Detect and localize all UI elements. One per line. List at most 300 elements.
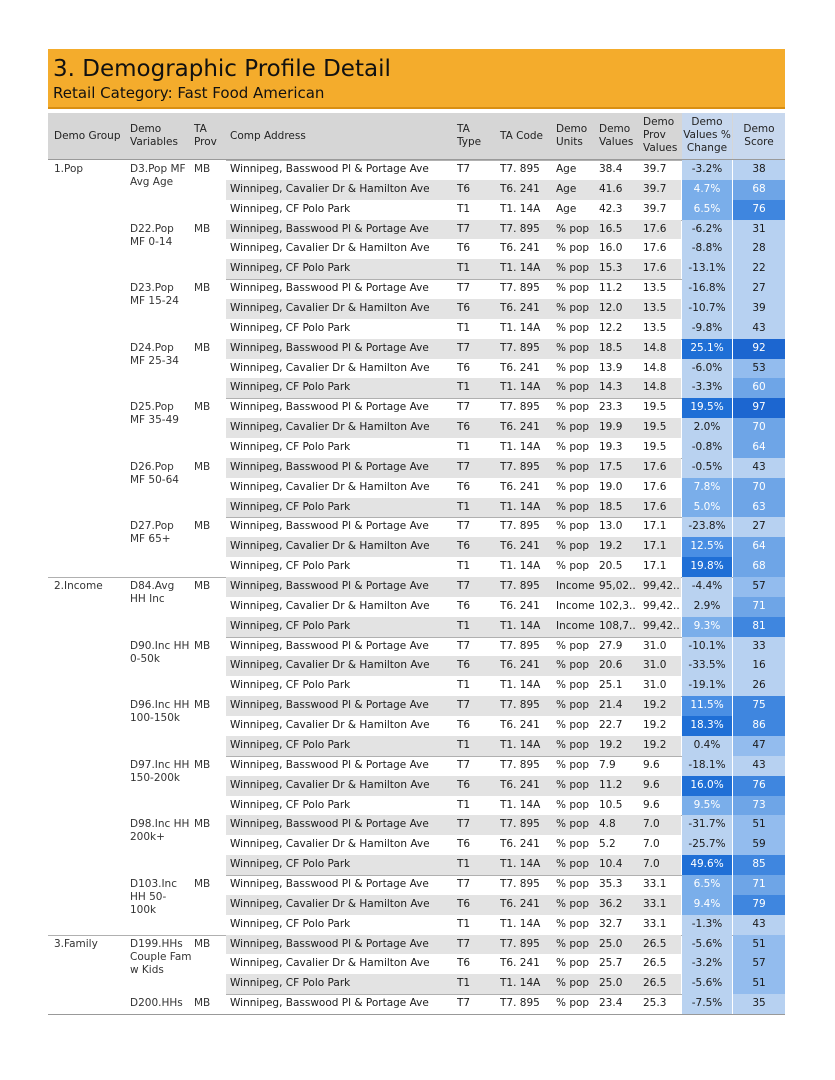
table-row <box>48 994 785 1014</box>
demo-variable-label: D98.Inc HH 200k+ <box>130 818 190 844</box>
cell-pval: 25.3 <box>643 997 667 1010</box>
ta-prov-label: MB <box>194 163 211 175</box>
cell-demo-score: 79 <box>733 895 785 915</box>
table-row <box>48 200 785 220</box>
cell-type: T7 <box>457 341 471 354</box>
cell-pval: 17.6 <box>643 222 667 235</box>
ta-prov-label: MB <box>194 460 211 473</box>
cell-addr: Winnipeg, Basswood Pl & Portage Ave <box>230 758 429 771</box>
cell-pct-change: -0.8% <box>682 438 732 458</box>
cell-pval: 14.8 <box>643 341 667 354</box>
table-row <box>48 458 785 486</box>
cell-pval: 17.1 <box>643 560 667 573</box>
cell-val: 19.2 <box>599 738 623 751</box>
table-row <box>48 279 785 308</box>
cell-demo-score: 51 <box>733 974 785 994</box>
cell-demo-score: 81 <box>733 617 785 637</box>
cell-code: T1. 14A <box>500 202 541 215</box>
cell-val: 11.2 <box>599 778 623 791</box>
cell-type: T6 <box>457 302 471 315</box>
table-row <box>48 815 785 844</box>
cell-addr: Winnipeg, Basswood Pl & Portage Ave <box>230 937 429 950</box>
cell-val: 36.2 <box>599 897 623 910</box>
demo-variable-label: D22.Pop MF 0-14 <box>130 222 174 248</box>
cell-type: T1 <box>457 381 471 394</box>
cell-addr: Winnipeg, Basswood Pl & Portage Ave <box>230 222 429 235</box>
cell-addr: Winnipeg, CF Polo Park <box>230 977 351 990</box>
table-row <box>48 756 785 784</box>
cell-pval: 19.2 <box>643 699 667 712</box>
cell-pct-change: 49.6% <box>682 855 732 875</box>
cell-val: 14.3 <box>599 381 623 394</box>
cell-type: T6 <box>457 778 471 791</box>
cell-addr: Winnipeg, CF Polo Park <box>230 560 351 573</box>
cell-type: T7 <box>457 163 471 175</box>
cell-pct-change: -6.2% <box>682 220 732 240</box>
cell-pval: 17.6 <box>643 242 667 255</box>
table-row <box>48 637 785 665</box>
cell-val: 19.0 <box>599 480 623 493</box>
cell-demo-score: 75 <box>733 696 785 716</box>
cell-units: % pop <box>556 679 590 692</box>
cell-demo-score: 70 <box>733 478 785 498</box>
cell-code: T1. 14A <box>500 441 541 454</box>
cell-demo-score: 59 <box>733 835 785 855</box>
cell-addr: Winnipeg, CF Polo Park <box>230 441 351 454</box>
table-row <box>48 974 785 994</box>
cell-pct-change: -16.8% <box>682 279 732 299</box>
header-demo-score: Demo Score <box>733 113 785 159</box>
cell-type: T1 <box>457 560 471 573</box>
cell-pct-change: -0.5% <box>682 458 732 478</box>
cell-demo-score: 97 <box>733 398 785 418</box>
cell-pct-change: -3.2% <box>682 954 732 974</box>
cell-code: T6. 241 <box>500 778 540 791</box>
cell-units: % pop <box>556 480 590 493</box>
cell-type: T1 <box>457 262 471 275</box>
cell-units: % pop <box>556 282 590 295</box>
cell-units: % pop <box>556 441 590 454</box>
cell-pval: 19.5 <box>643 421 667 434</box>
table-row <box>48 557 785 577</box>
cell-units: % pop <box>556 381 590 394</box>
cell-pct-change: -6.0% <box>682 359 732 379</box>
cell-demo-score: 53 <box>733 359 785 379</box>
cell-demo-score: 70 <box>733 418 785 438</box>
demo-variable-label: D23.Pop MF 15-24 <box>130 282 179 308</box>
cell-addr: Winnipeg, CF Polo Park <box>230 738 351 751</box>
cell-addr: Winnipeg, Basswood Pl & Portage Ave <box>230 401 429 414</box>
header-demo-variables: Demo Variables <box>130 123 178 148</box>
table-row <box>48 676 785 696</box>
cell-addr: Winnipeg, Cavalier Dr & Hamilton Ave <box>230 599 430 612</box>
cell-pct-change: -10.1% <box>682 637 732 657</box>
ta-prov-label: MB <box>194 580 211 593</box>
cell-pct-change: 5.0% <box>682 498 732 518</box>
ta-prov-label: MB <box>194 877 211 890</box>
cell-pct-change: 25.1% <box>682 339 732 359</box>
cell-code: T7. 895 <box>500 877 540 890</box>
cell-pval: 17.6 <box>643 262 667 275</box>
cell-pval: 26.5 <box>643 937 667 950</box>
cell-units: % pop <box>556 997 590 1010</box>
cell-val: 7.9 <box>599 758 616 771</box>
cell-pct-change: 16.0% <box>682 776 732 796</box>
cell-units: % pop <box>556 917 590 930</box>
cell-val: 20.5 <box>599 560 623 573</box>
cell-pct-change: 2.9% <box>682 597 732 617</box>
cell-pval: 33.1 <box>643 917 667 930</box>
cell-code: T7. 895 <box>500 520 540 533</box>
cell-pval: 14.8 <box>643 361 667 374</box>
cell-type: T6 <box>457 182 471 195</box>
ta-prov-label: MB <box>194 520 211 533</box>
header-ta-prov: TA Prov <box>194 123 217 148</box>
cell-demo-score: 68 <box>733 557 785 577</box>
ta-prov-label: MB <box>194 699 211 712</box>
demo-variable-label: D26.Pop MF 50-64 <box>130 460 179 486</box>
cell-code: T7. 895 <box>500 639 540 652</box>
table-row <box>48 259 785 279</box>
cell-pct-change: -3.2% <box>682 160 732 180</box>
cell-code: T1. 14A <box>500 381 541 394</box>
cell-addr: Winnipeg, Basswood Pl & Portage Ave <box>230 282 429 295</box>
cell-pct-change: -7.5% <box>682 994 732 1014</box>
page-title: 3. Demographic Profile Detail <box>53 56 391 82</box>
cell-demo-score: 57 <box>733 577 785 597</box>
cell-addr: Winnipeg, CF Polo Park <box>230 202 351 215</box>
ta-prov-label: MB <box>194 341 211 354</box>
cell-addr: Winnipeg, Cavalier Dr & Hamilton Ave <box>230 838 430 851</box>
cell-pval: 9.6 <box>643 798 660 811</box>
cell-pct-change: 2.0% <box>682 418 732 438</box>
cell-type: T7 <box>457 997 471 1010</box>
cell-pct-change: 18.3% <box>682 716 732 736</box>
cell-pct-change: 4.7% <box>682 180 732 200</box>
cell-demo-score: 27 <box>733 517 785 537</box>
cell-type: T7 <box>457 520 471 533</box>
cell-demo-score: 43 <box>733 319 785 339</box>
cell-pct-change: -19.1% <box>682 676 732 696</box>
cell-pval: 99,42.. <box>643 580 680 593</box>
cell-demo-score: 27 <box>733 279 785 299</box>
header-demo-units: Demo Units <box>556 123 588 148</box>
cell-code: T7. 895 <box>500 222 540 235</box>
table-row <box>48 220 785 248</box>
cell-pct-change: 19.5% <box>682 398 732 418</box>
ta-prov-label: MB <box>194 997 211 1010</box>
cell-pct-change: -3.3% <box>682 378 732 398</box>
cell-code: T7. 895 <box>500 937 540 950</box>
cell-units: % pop <box>556 838 590 851</box>
cell-type: T1 <box>457 977 471 990</box>
cell-addr: Winnipeg, CF Polo Park <box>230 858 351 871</box>
cell-addr: Winnipeg, Cavalier Dr & Hamilton Ave <box>230 480 430 493</box>
cell-code: T6. 241 <box>500 897 540 910</box>
cell-pval: 9.6 <box>643 758 660 771</box>
cell-addr: Winnipeg, CF Polo Park <box>230 381 351 394</box>
cell-pct-change: -9.8% <box>682 319 732 339</box>
cell-pval: 7.0 <box>643 838 660 851</box>
table-row <box>48 339 785 367</box>
ta-prov-label: MB <box>194 222 211 235</box>
demo-variable-label: D200.HHs <box>130 997 183 1010</box>
table-row <box>48 160 785 188</box>
cell-type: T1 <box>457 917 471 930</box>
cell-val: 16.0 <box>599 242 623 255</box>
cell-pct-change: 6.5% <box>682 875 732 895</box>
cell-type: T1 <box>457 738 471 751</box>
cell-code: T6. 241 <box>500 421 540 434</box>
cell-code: T6. 241 <box>500 957 540 970</box>
table-row <box>48 796 785 816</box>
cell-pval: 99,42.. <box>643 599 680 612</box>
cell-pval: 14.8 <box>643 381 667 394</box>
page-subtitle: Retail Category: Fast Food American <box>53 84 325 102</box>
cell-type: T1 <box>457 679 471 692</box>
demo-variable-label: D96.Inc HH 100-150k <box>130 699 190 725</box>
header-ta-type: TA Type <box>457 123 482 148</box>
cell-code: T7. 895 <box>500 580 540 593</box>
cell-type: T7 <box>457 282 471 295</box>
cell-pval: 31.0 <box>643 679 667 692</box>
cell-units: % pop <box>556 302 590 315</box>
header-demo-group: Demo Group <box>54 130 121 142</box>
cell-demo-score: 47 <box>733 736 785 756</box>
cell-pval: 17.6 <box>643 480 667 493</box>
table-row <box>48 617 785 637</box>
cell-val: 102,3.. <box>599 599 636 612</box>
cell-val: 18.5 <box>599 341 623 354</box>
cell-val: 12.0 <box>599 302 623 315</box>
cell-addr: Winnipeg, Cavalier Dr & Hamilton Ave <box>230 182 430 195</box>
cell-units: Income <box>556 619 595 632</box>
cell-addr: Winnipeg, Cavalier Dr & Hamilton Ave <box>230 421 430 434</box>
cell-units: % pop <box>556 758 590 771</box>
cell-demo-score: 43 <box>733 915 785 935</box>
cell-pct-change: 19.8% <box>682 557 732 577</box>
cell-pval: 31.0 <box>643 659 667 672</box>
cell-type: T7 <box>457 877 471 890</box>
cell-val: 18.5 <box>599 500 623 513</box>
cell-val: 27.9 <box>599 639 623 652</box>
cell-units: Income <box>556 599 595 612</box>
cell-val: 13.0 <box>599 520 623 533</box>
cell-pct-change: 11.5% <box>682 696 732 716</box>
cell-code: T7. 895 <box>500 699 540 712</box>
cell-val: 11.2 <box>599 282 623 295</box>
cell-val: 23.3 <box>599 401 623 414</box>
cell-pct-change: 6.5% <box>682 200 732 220</box>
cell-val: 10.4 <box>599 858 623 871</box>
cell-pct-change: -31.7% <box>682 815 732 835</box>
cell-demo-score: 22 <box>733 259 785 279</box>
cell-addr: Winnipeg, Cavalier Dr & Hamilton Ave <box>230 897 430 910</box>
ta-prov-label: MB <box>194 818 211 831</box>
cell-code: T6. 241 <box>500 540 540 553</box>
cell-units: % pop <box>556 858 590 871</box>
demo-variable-label: D103.Inc HH 50-100k <box>130 877 177 916</box>
cell-units: Age <box>556 202 577 215</box>
cell-addr: Winnipeg, CF Polo Park <box>230 798 351 811</box>
cell-pval: 33.1 <box>643 877 667 890</box>
cell-units: % pop <box>556 500 590 513</box>
header-ta-code: TA Code <box>500 130 543 142</box>
cell-demo-score: 86 <box>733 716 785 736</box>
cell-pval: 31.0 <box>643 639 667 652</box>
cell-val: 4.8 <box>599 818 616 831</box>
cell-demo-score: 76 <box>733 200 785 220</box>
cell-pct-change: -1.3% <box>682 915 732 935</box>
cell-addr: Winnipeg, Basswood Pl & Portage Ave <box>230 639 429 652</box>
cell-addr: Winnipeg, Cavalier Dr & Hamilton Ave <box>230 778 430 791</box>
cell-val: 10.5 <box>599 798 623 811</box>
cell-code: T1. 14A <box>500 619 541 632</box>
header-comp-address: Comp Address <box>230 130 306 142</box>
cell-type: T7 <box>457 937 471 950</box>
header-demo-values-pct-change: Demo Values % Change <box>682 113 732 159</box>
ta-prov-label: MB <box>194 639 211 652</box>
cell-pval: 17.1 <box>643 540 667 553</box>
cell-demo-score: 33 <box>733 637 785 657</box>
cell-addr: Winnipeg, Basswood Pl & Portage Ave <box>230 341 429 354</box>
table-row <box>48 517 785 546</box>
cell-pval: 26.5 <box>643 957 667 970</box>
header-demo-prov-values: Demo Prov Values <box>643 116 678 154</box>
cell-units: % pop <box>556 460 590 473</box>
cell-type: T1 <box>457 321 471 334</box>
cell-val: 17.5 <box>599 460 623 473</box>
cell-pval: 19.2 <box>643 719 667 732</box>
cell-demo-score: 51 <box>733 815 785 835</box>
cell-val: 42.3 <box>599 202 623 215</box>
demo-variable-label: D90.Inc HH 0-50k <box>130 639 190 665</box>
cell-units: % pop <box>556 877 590 890</box>
cell-type: T6 <box>457 480 471 493</box>
cell-pct-change: -5.6% <box>682 935 732 955</box>
demo-variable-label: D24.Pop MF 25-34 <box>130 341 179 367</box>
cell-code: T6. 241 <box>500 182 540 195</box>
cell-units: % pop <box>556 341 590 354</box>
cell-demo-score: 35 <box>733 994 785 1014</box>
cell-demo-score: 73 <box>733 796 785 816</box>
cell-code: T1. 14A <box>500 798 541 811</box>
cell-pct-change: 12.5% <box>682 537 732 557</box>
cell-type: T6 <box>457 719 471 732</box>
cell-val: 25.0 <box>599 977 623 990</box>
cell-units: % pop <box>556 798 590 811</box>
cell-addr: Winnipeg, Basswood Pl & Portage Ave <box>230 520 429 533</box>
cell-pct-change: -18.1% <box>682 756 732 776</box>
cell-code: T6. 241 <box>500 719 540 732</box>
cell-units: % pop <box>556 222 590 235</box>
cell-val: 15.3 <box>599 262 623 275</box>
cell-pval: 17.6 <box>643 460 667 473</box>
cell-type: T1 <box>457 798 471 811</box>
cell-type: T6 <box>457 421 471 434</box>
cell-addr: Winnipeg, Basswood Pl & Portage Ave <box>230 163 429 175</box>
cell-val: 25.1 <box>599 679 623 692</box>
table-row <box>48 696 785 725</box>
cell-code: T7. 895 <box>500 758 540 771</box>
cell-pval: 9.6 <box>643 778 660 791</box>
cell-pval: 39.7 <box>643 202 667 215</box>
cell-val: 35.3 <box>599 877 623 890</box>
cell-type: T1 <box>457 441 471 454</box>
cell-addr: Winnipeg, Basswood Pl & Portage Ave <box>230 699 429 712</box>
cell-addr: Winnipeg, Cavalier Dr & Hamilton Ave <box>230 957 430 970</box>
cell-code: T7. 895 <box>500 401 540 414</box>
cell-units: % pop <box>556 361 590 374</box>
cell-type: T7 <box>457 818 471 831</box>
demo-variable-label: D199.HHs Couple Fam w Kids <box>130 937 192 976</box>
cell-units: % pop <box>556 321 590 334</box>
cell-demo-score: 39 <box>733 299 785 319</box>
cell-units: % pop <box>556 977 590 990</box>
cell-units: % pop <box>556 778 590 791</box>
cell-pct-change: -13.1% <box>682 259 732 279</box>
cell-pct-change: -25.7% <box>682 835 732 855</box>
cell-type: T6 <box>457 897 471 910</box>
cell-demo-score: 60 <box>733 378 785 398</box>
cell-type: T1 <box>457 619 471 632</box>
table-row <box>48 855 785 875</box>
cell-units: % pop <box>556 421 590 434</box>
cell-addr: Winnipeg, Basswood Pl & Portage Ave <box>230 580 429 593</box>
cell-pct-change: -8.8% <box>682 239 732 259</box>
cell-type: T1 <box>457 202 471 215</box>
cell-type: T7 <box>457 580 471 593</box>
cell-val: 19.9 <box>599 421 623 434</box>
cell-pval: 17.6 <box>643 500 667 513</box>
cell-type: T7 <box>457 758 471 771</box>
ta-prov-label: MB <box>194 937 211 950</box>
cell-demo-score: 92 <box>733 339 785 359</box>
table-header <box>48 113 785 160</box>
cell-val: 25.0 <box>599 937 623 950</box>
cell-pct-change: -23.8% <box>682 517 732 537</box>
cell-code: T6. 241 <box>500 242 540 255</box>
cell-demo-score: 31 <box>733 220 785 240</box>
cell-code: T6. 241 <box>500 659 540 672</box>
cell-val: 22.7 <box>599 719 623 732</box>
cell-pval: 33.1 <box>643 897 667 910</box>
cell-units: % pop <box>556 262 590 275</box>
cell-code: T7. 895 <box>500 460 540 473</box>
cell-pct-change: 9.5% <box>682 796 732 816</box>
cell-val: 5.2 <box>599 838 616 851</box>
cell-code: T6. 241 <box>500 361 540 374</box>
cell-units: % pop <box>556 897 590 910</box>
cell-addr: Winnipeg, Basswood Pl & Portage Ave <box>230 997 429 1010</box>
cell-type: T6 <box>457 838 471 851</box>
demo-variable-label: D84.Avg HH Inc <box>130 580 175 606</box>
cell-pval: 13.5 <box>643 302 667 315</box>
cell-type: T6 <box>457 599 471 612</box>
cell-addr: Winnipeg, Basswood Pl & Portage Ave <box>230 877 429 890</box>
cell-type: T6 <box>457 242 471 255</box>
cell-type: T6 <box>457 659 471 672</box>
cell-pct-change: 7.8% <box>682 478 732 498</box>
cell-addr: Winnipeg, Cavalier Dr & Hamilton Ave <box>230 302 430 315</box>
cell-pval: 99,42.. <box>643 619 680 632</box>
cell-code: T1. 14A <box>500 262 541 275</box>
cell-val: 95,02.. <box>599 580 636 593</box>
cell-demo-score: 26 <box>733 676 785 696</box>
cell-type: T7 <box>457 222 471 235</box>
cell-pval: 7.0 <box>643 818 660 831</box>
table-row <box>48 915 785 935</box>
